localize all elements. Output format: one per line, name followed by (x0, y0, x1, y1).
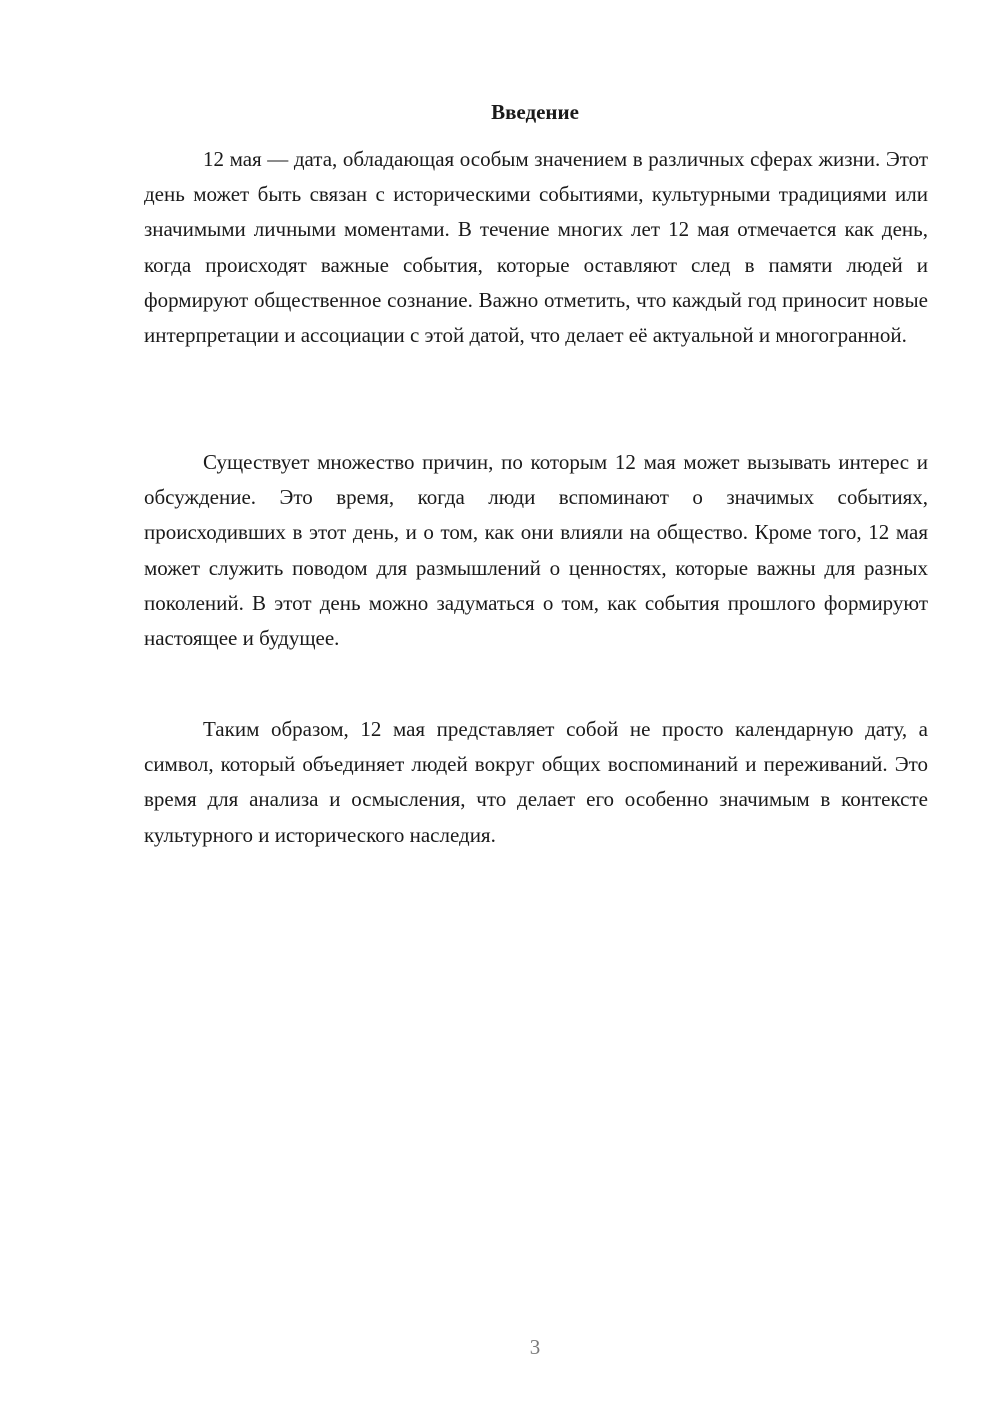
paragraph-3: Таким образом, 12 мая представляет собой не просто календарную дату, а символ, который объединяет людей вокруг общих воспоминаний и переживаний. Это время для анализа и осмысления, что делает его особенно значимым в контексте культурного и исторического наследия. (144, 717, 928, 847)
page-number: 3 (529, 1335, 541, 1359)
paragraph-1: 12 мая — дата, обладающая особым значением в различных сферах жизни. Этот день может быть связан с историческими событиями, культурными традициями или значимыми личными моментами. В течение многих лет 12 мая отмечается как день, когда происходят важные события, которые оставляют след в памяти людей и формируют общественное сознание. Важно отметить, что каждый год приносит новые интерпретации и ассоциации с этой датой, что делает её актуальной и многогранной. (144, 147, 928, 348)
paragraph-2: Существует множество причин, по которым 12 мая может вызывать интерес и обсуждение. Это время, когда люди вспоминают о значимых событиях, происходивших в этот день, и о том, как они влияли на общество. Кроме того, 12 мая может служить поводом для размышлений о ценностях, которые важны для разных поколений. В этот день можно задуматься о том, как события прошлого формируют настоящее и будущее. (144, 450, 928, 651)
section-heading: Введение (491, 100, 579, 124)
